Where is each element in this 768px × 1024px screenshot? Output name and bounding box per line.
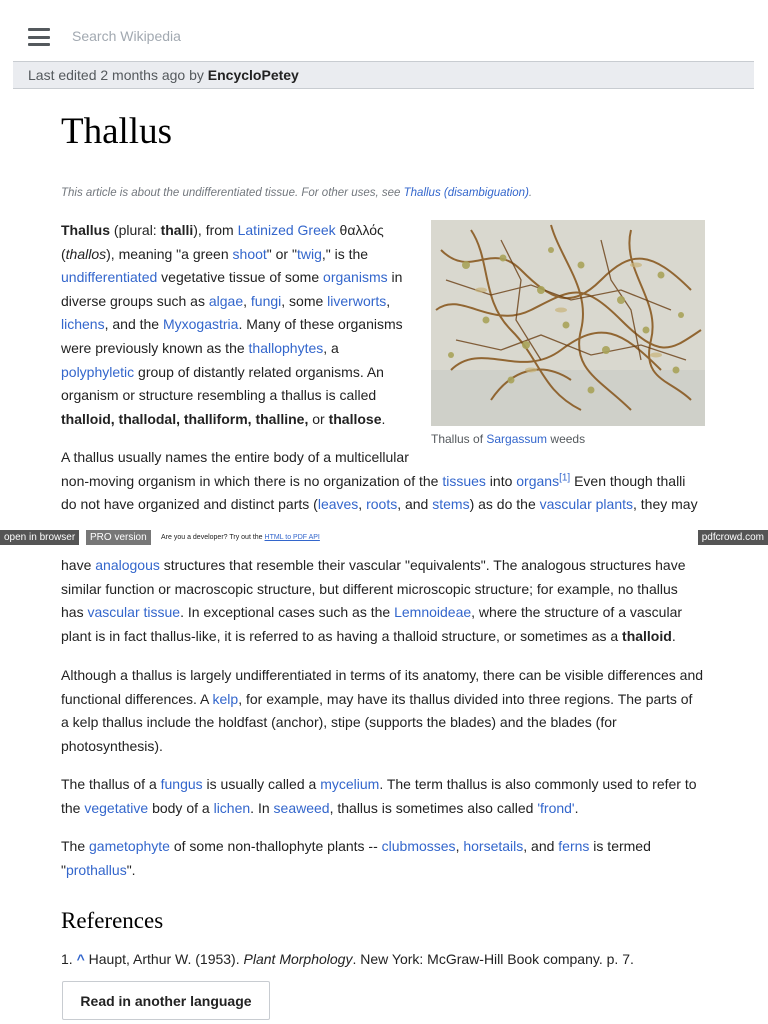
text: body of a	[148, 799, 214, 816]
text: structures that resemble their vascular "equivalents". The analogous structures have	[159, 557, 686, 573]
link-prothallus[interactable]: prothallus	[65, 861, 127, 878]
text: functional differences. A	[61, 690, 213, 707]
link-lichens[interactable]: lichens	[61, 316, 105, 333]
paragraph-anatomy	[61, 664, 741, 758]
pro-version-button[interactable]: PRO version	[86, 530, 151, 545]
italic-term: thallos	[65, 245, 107, 262]
link-stems[interactable]: stems	[432, 496, 470, 513]
link-undifferentiated[interactable]: undifferentiated	[61, 269, 158, 286]
text: group of distantly related organisms. An	[134, 363, 384, 380]
ref-text: Haupt, Arthur W. (1953).	[84, 951, 244, 967]
text: the	[61, 799, 85, 816]
text: a kelp thallus include the holdfast (anchor), stipe (supports the blades) and the blades (for	[61, 714, 617, 731]
text: ), meaning "a green	[106, 245, 233, 262]
link-fungus[interactable]: fungus	[160, 776, 203, 792]
link-polyphyletic[interactable]: polyphyletic	[61, 363, 135, 380]
bold-term: thalloid, thallodal, thalliform, thalline,	[61, 410, 309, 427]
link-vascular-tissue[interactable]: vascular tissue	[87, 604, 181, 621]
text: photosynthesis).	[61, 737, 163, 754]
text: or	[308, 410, 329, 427]
link-organisms[interactable]: organisms	[323, 269, 388, 286]
header	[0, 0, 768, 60]
link-sargassum[interactable]: Sargassum	[486, 432, 548, 446]
paragraph-thallus-body-cont	[61, 554, 741, 648]
text: , thallus is sometimes also called	[329, 799, 538, 816]
link-liverworts[interactable]: liverworts	[327, 292, 387, 309]
pdfcrowd-site-link[interactable]: pdfcrowd.com	[698, 530, 768, 545]
paragraph-gametophyte	[61, 835, 741, 882]
text: The thallus of a	[61, 776, 161, 792]
text: ,	[243, 292, 251, 309]
text: , and	[397, 496, 433, 513]
text: ".	[126, 861, 136, 878]
text: ), from	[193, 222, 238, 238]
text: θαλλός	[335, 222, 384, 238]
pdfcrowd-bar	[0, 530, 768, 545]
last-edited-user: EncycloPetey	[207, 67, 299, 83]
text: A thallus usually names the entire body of a multicellular	[61, 449, 409, 465]
hatnote-text: This article is about the undifferentiated tissue. For other uses, see	[61, 187, 404, 199]
last-edited-text: Last edited 2 months ago by	[28, 67, 208, 83]
link-seaweed[interactable]: seaweed	[273, 799, 330, 816]
text: , some	[281, 292, 328, 309]
link-tissues[interactable]: tissues	[442, 472, 486, 489]
text: ,	[455, 838, 464, 854]
text: similar function or macroscopic structure, but different microscopic structure; for example, no thallus	[61, 580, 678, 597]
ref-backlink[interactable]: ^	[76, 951, 85, 967]
link-lichen[interactable]: lichen	[213, 799, 251, 816]
link-leaves[interactable]: leaves	[317, 496, 359, 513]
text: were previously known as the	[61, 339, 249, 356]
figure-caption	[431, 432, 705, 446]
text: ," is the	[321, 245, 369, 262]
link-twig[interactable]: twig	[296, 245, 322, 262]
bold-term: thalli	[160, 222, 194, 238]
link-latinized-greek[interactable]: Latinized Greek	[237, 222, 336, 238]
link-clubmosses[interactable]: clubmosses	[381, 838, 456, 854]
paragraph-fungus	[61, 773, 741, 820]
text: , for example, may have its thallus divided into three regions. The parts of	[238, 690, 693, 707]
hatnote-end: .	[528, 187, 533, 199]
caption-text: Thallus of	[431, 432, 487, 446]
link-ferns[interactable]: ferns	[558, 838, 590, 854]
link-fungi[interactable]: fungi	[250, 292, 282, 309]
text: of some non-thallophyte plants --	[169, 838, 382, 854]
text: . In exceptional cases such as the	[180, 604, 395, 621]
text: (plural:	[110, 222, 161, 238]
text: The	[61, 838, 90, 854]
developer-text: Are you a developer? Try out the	[161, 534, 265, 541]
developer-note	[161, 530, 320, 545]
link-lemnoideae[interactable]: Lemnoideae	[394, 604, 472, 621]
text: vegetative tissue of some	[157, 269, 324, 286]
text: .	[671, 627, 676, 644]
link-horsetails[interactable]: horsetails	[463, 838, 524, 854]
text: , they may	[633, 496, 698, 513]
text: ,	[386, 292, 391, 309]
text: organism or structure resembling a thallus is called	[61, 387, 377, 404]
reference-item	[61, 948, 634, 970]
text: is usually called a	[202, 776, 321, 792]
bold-term: thallose	[328, 410, 382, 427]
html-to-pdf-api-link[interactable]: HTML to PDF API	[264, 534, 320, 541]
text: ,	[358, 496, 367, 513]
ref-number: 1.	[61, 951, 77, 967]
search-input[interactable]	[62, 22, 482, 50]
text: .	[381, 410, 386, 427]
bold-term: thalloid	[622, 627, 672, 644]
text: (	[61, 245, 66, 262]
citation-1[interactable]: [1]	[559, 471, 571, 483]
text: has	[61, 604, 88, 621]
text: Although a thallus is largely undifferentiated in terms of its anatomy, there can be visible differences and	[61, 667, 704, 683]
hatnote-link[interactable]: Thallus (disambiguation)	[403, 187, 529, 199]
text: " or "	[266, 245, 297, 262]
last-edited-bar[interactable]	[13, 61, 754, 89]
open-in-browser-button[interactable]: open in browser	[0, 530, 79, 545]
text: , a	[323, 339, 339, 356]
references-heading: References	[61, 908, 164, 933]
bold-term: Thallus	[61, 222, 111, 238]
link-shoot[interactable]: shoot	[232, 245, 267, 262]
text: do not have organized and distinct parts (	[61, 496, 318, 513]
text: . The term thallus is also commonly used to refer to	[379, 776, 697, 792]
link-roots[interactable]: roots	[366, 496, 398, 513]
link-organs[interactable]: organs	[516, 472, 560, 489]
text: plant is in fact thallus-like, it is referred to as having a thalloid structure, or sometimes as a	[61, 627, 623, 644]
paragraph-intro	[61, 219, 421, 431]
text: is termed	[589, 838, 651, 854]
text: , and the	[104, 316, 163, 333]
link-analogous[interactable]: analogous	[95, 557, 160, 573]
link-gametophyte[interactable]: gametophyte	[89, 838, 170, 854]
link-thallophytes[interactable]: thallophytes	[248, 339, 324, 356]
page-title: Thallus	[61, 111, 172, 152]
text: in	[387, 269, 403, 286]
text: have	[61, 557, 96, 573]
read-in-another-language-button[interactable]: Read in another language	[62, 981, 270, 1020]
text: . In	[250, 799, 274, 816]
text: Even though thalli	[570, 472, 686, 489]
text: non-moving organism in which there is no organization of the	[61, 472, 443, 489]
link-vascular-plants[interactable]: vascular plants	[539, 496, 634, 513]
text: "	[61, 861, 66, 878]
link-kelp[interactable]: kelp	[212, 690, 239, 707]
sargassum-image[interactable]	[431, 220, 705, 426]
text: diverse groups such as	[61, 292, 209, 309]
link-algae[interactable]: algae	[208, 292, 244, 309]
text: , where the structure of a vascular	[471, 604, 683, 621]
ref-book-title: Plant Morphology	[243, 951, 353, 967]
text: .	[574, 799, 579, 816]
link-myxogastria[interactable]: Myxogastria	[162, 316, 239, 333]
text: , and	[523, 838, 559, 854]
paragraph-thallus-body	[61, 446, 721, 517]
text: . Many of these organisms	[238, 316, 403, 333]
caption-text: weeds	[547, 432, 586, 446]
hatnote	[61, 187, 532, 199]
link-vegetative[interactable]: vegetative	[84, 799, 149, 816]
text: ) as do the	[469, 496, 540, 513]
thumbnail-figure	[431, 220, 705, 446]
text: into	[485, 472, 517, 489]
hamburger-menu-icon[interactable]	[28, 28, 50, 46]
ref-text: . New York: McGraw-Hill Book company. p. 7.	[352, 951, 634, 967]
link-frond[interactable]: 'frond'	[537, 799, 575, 816]
link-mycelium[interactable]: mycelium	[320, 776, 380, 792]
